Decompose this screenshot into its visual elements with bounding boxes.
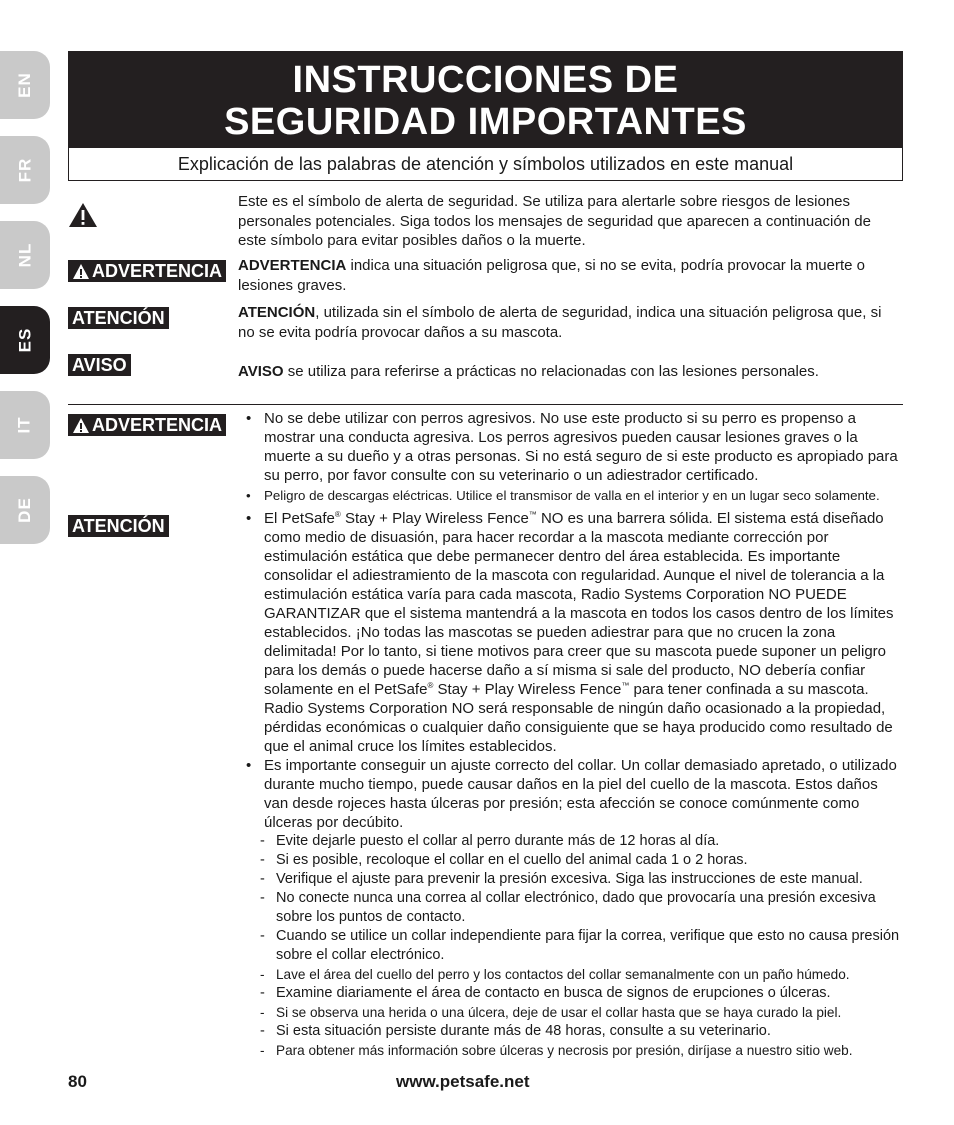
- lang-tab-label: EN: [15, 72, 34, 98]
- text-segment: Stay + Play Wireless Fence: [340, 510, 529, 527]
- footer-url[interactable]: www.petsafe.net: [396, 1072, 530, 1091]
- advertencia-description: [238, 256, 888, 295]
- list-item: [244, 756, 904, 1060]
- atencion-badge: [68, 307, 169, 329]
- advertencia-term: ADVERTENCIA: [238, 257, 347, 274]
- lang-tab-en[interactable]: [0, 51, 50, 119]
- warning-list: [244, 409, 904, 505]
- badge-label: ADVERTENCIA: [92, 261, 223, 281]
- alert-symbol-description: Este es el símbolo de alerta de seguridad. Se utiliza para alertarle sobre riesgos de lesiones personales potenciales. Siga todos los mensajes de seguridad que aparecen a continuación de este símbolo para evitar posibles daños o la muerte.: [238, 193, 871, 249]
- lang-tab-label: IT: [14, 416, 34, 434]
- aviso-badge: [68, 354, 131, 376]
- sub-list-item: - No conecte nunca una correa al collar electrónico, dado que provocaría una presión excesiva sobre los puntos de contacto.: [260, 889, 904, 927]
- list-item: • Peligro de descargas eléctricas. Utilice el transmisor de valla en el interior y en un lugar seco solamente.: [244, 486, 904, 505]
- warning-triangle-icon: [72, 417, 90, 434]
- list-item: [244, 509, 904, 756]
- lang-tab-es[interactable]: [0, 306, 50, 374]
- lang-tab-nl[interactable]: [0, 221, 50, 289]
- lang-tab-label: FR: [14, 157, 34, 183]
- aviso-description: [238, 362, 888, 382]
- sub-list-item: - Si esta situación persiste durante más de 48 horas, consulte a su veterinario.: [260, 1022, 904, 1041]
- alert-triangle-icon: [68, 202, 98, 233]
- sub-list-item: - Verifique el ajuste para prevenir la presión excesiva. Siga las instrucciones de este manual.: [260, 870, 904, 889]
- atencion-text: , utilizada sin el símbolo de alerta de seguridad, indica una situación peligrosa que, si no se evita podría provocar daños a su mascota.: [238, 304, 882, 341]
- page-subtitle: Explicación de las palabras de atención y símbolos utilizados en este manual: [68, 148, 903, 181]
- lang-tab-de[interactable]: [0, 476, 50, 544]
- aviso-term: AVISO: [238, 363, 284, 380]
- badge-label: AVISO: [72, 355, 127, 375]
- page-title: [68, 51, 903, 148]
- warning-triangle-icon: [72, 263, 90, 280]
- registered-mark: ®: [334, 510, 341, 519]
- atencion-description: [238, 303, 888, 342]
- sub-list-item: - Evite dejarle puesto el collar al perro durante más de 12 horas al día.: [260, 832, 904, 851]
- advertencia-badge: [68, 260, 226, 285]
- badge-label: ATENCIÓN: [72, 516, 165, 536]
- list-item: • No se debe utilizar con perros agresivos. No use este producto si su perro es propenso a mostrar una conducta agresiva. Los perros agresivos pueden causar lesiones graves o la muerte a su dueño y a otras personas. Si no está seguro de si este producto es apropiado para su perro, por favor consulte con su veterinario o un adiestrador certificado.: [244, 409, 904, 485]
- text-segment: Stay + Play Wireless Fence: [433, 681, 622, 698]
- text-segment: NO es una barrera sólida. El sistema está diseñado como medio de disuasión, para hacer recordar a la mascota mediante corrección por estimulación estática que debe permanecer dentro del área establecida. Es importante consolidar el adiestramiento de la mascota con regularidad. Aunque el nivel de tolerancia a la estimulación estática varía para cada mascota, Radio Systems Corporation NO PUEDE GARANTIZAR que el sistema mantendrá a la mascota en todos los casos dentro de los límites establecidos. ¡No todas las mascotas se pueden adiestrar para que no crucen la zona delimitada! Por lo tanto, si tiene motivos para creer que su mascota puede suponer un peligro para los demás o puede hacerse daño a sí misma si sale del producto, NO debería confiar solamente en el PetSafe: [264, 510, 894, 698]
- trademark-mark: ™: [528, 510, 537, 519]
- atencion-term: ATENCIÓN: [238, 304, 316, 321]
- sub-list-item: - Lave el área del cuello del perro y los contactos del collar semanalmente con un paño húmedo.: [260, 965, 904, 984]
- badge-label: ADVERTENCIA: [92, 415, 223, 435]
- aviso-text: se utiliza para referirse a prácticas no relacionadas con las lesiones personales.: [283, 363, 819, 380]
- section-divider: [68, 404, 903, 405]
- page-number: 80: [68, 1072, 87, 1091]
- sub-list-item: - Para obtener más información sobre úlceras y necrosis por presión, diríjase a nuestro sitio web.: [260, 1041, 904, 1060]
- title-line-1: INSTRUCCIONES DE: [292, 59, 679, 101]
- lang-tab-label: DE: [15, 497, 34, 523]
- sub-list-item: - Examine diariamente el área de contacto en busca de signos de erupciones o úlceras.: [260, 984, 904, 1003]
- text-segment: Es importante conseguir un ajuste correcto del collar. Un collar demasiado apretado, o utilizado durante mucho tiempo, puede causar daños en la piel del cuello de la mascota. Estos daños van desde rojeces hasta úlceras por presión; esta afección se conoce comúnmente como úlceras por decúbito.: [264, 757, 897, 831]
- lang-tab-fr[interactable]: [0, 136, 50, 204]
- caution-list: [244, 509, 904, 1060]
- text-segment: para tener confinada a su mascota. Radio Systems Corporation NO será responsable de ningún daño ocasionado a la propiedad, pérdidas económicas o cualquier daño consiguiente que se haya producido como resultado de que el animal cruce los límites establecidos.: [264, 681, 893, 755]
- trademark-mark: ™: [621, 681, 630, 690]
- sub-list-item: - Cuando se utilice un collar independiente para fijar la correa, verifique que esto no causa presión sobre el collar electrónico.: [260, 927, 904, 965]
- lang-tab-label: NL: [14, 242, 34, 268]
- sub-list-item: - Si se observa una herida o una úlcera, deje de usar el collar hasta que se haya curado la piel.: [260, 1003, 904, 1022]
- lang-tab-label: ES: [15, 327, 34, 353]
- title-line-2: SEGURIDAD IMPORTANTES: [224, 101, 747, 143]
- caution-section-badge: [68, 515, 169, 537]
- sub-list: [244, 832, 904, 1060]
- registered-mark: ®: [427, 681, 434, 690]
- badge-label: ATENCIÓN: [72, 308, 165, 328]
- sub-list-item: - Si es posible, recoloque el collar en el cuello del animal cada 1 o 2 horas.: [260, 851, 904, 870]
- advertencia-text: indica una situación peligrosa que, si no se evita, podría provocar la muerte o lesiones graves.: [238, 257, 865, 294]
- warning-section-badge: [68, 414, 226, 439]
- text-segment: El PetSafe: [264, 510, 335, 527]
- lang-tab-it[interactable]: [0, 391, 50, 459]
